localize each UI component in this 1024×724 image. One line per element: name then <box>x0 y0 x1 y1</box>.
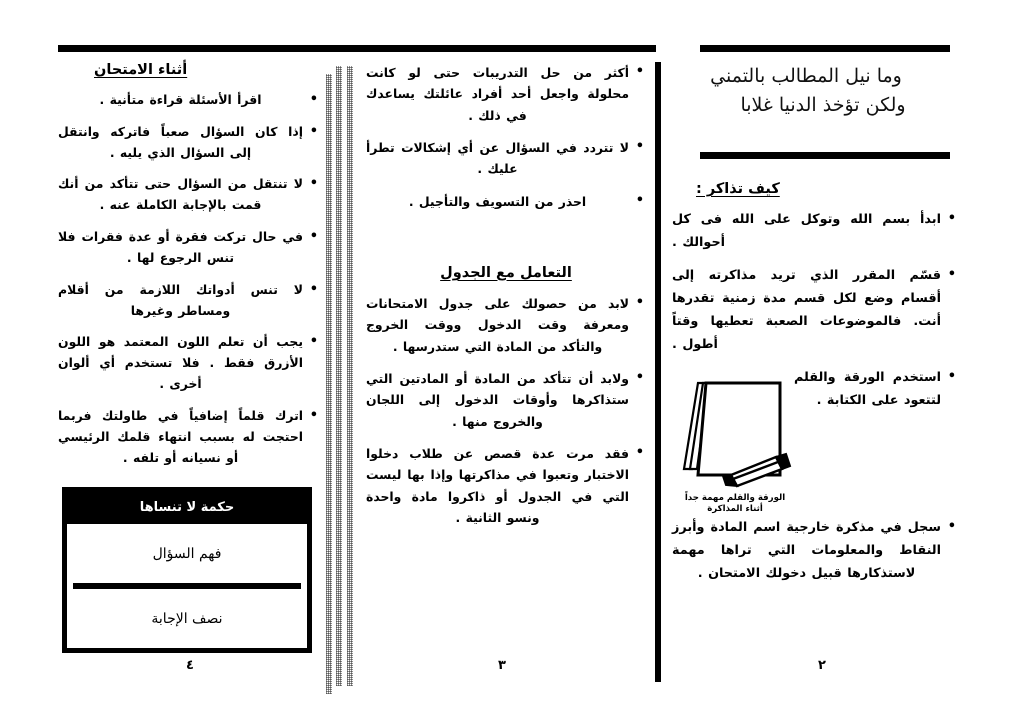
wisdom-box-row-1: فهم السؤال <box>67 524 307 583</box>
list-item: • لا تنتقل من السؤال حتى تتأكد من أنك قمت بالإجابة الكاملة عنه . <box>58 174 320 216</box>
left-page-column <box>58 62 320 479</box>
list-item: • سجل في مذكرة خارجية اسم المادة وأبرز النقاط والمعلومات التي تراها مهمة لاستذكارها قبيل دخولك الامتحان . <box>672 517 958 585</box>
middle-page-bullet-list <box>366 293 646 528</box>
page-number-left: ٤ <box>186 658 194 673</box>
right-page-bullet-list-continued <box>672 367 958 413</box>
right-page-column <box>672 62 958 597</box>
column-divider-halftone-c <box>347 66 353 686</box>
list-item: • لابد من حصولك على جدول الامتحانات ومعرفة وقت الدخول ووقت الخروج والتأكد من المادة التي ستدرسها . <box>366 293 646 357</box>
list-item: • لا تتردد في السؤال عن أي إشكالات تطرأ عليك . <box>366 137 646 180</box>
list-item: • قسّم المقرر الذي تريد مذاكرته إلى أقسام وضع لكل قسم مدة زمنية تقدرها أنت. فالموضوعات الصعبة تعطيها وقتاً أطول . <box>672 265 958 356</box>
list-item: • استخدم الورقة والقلم لتتعود على الكتابة . <box>672 367 958 413</box>
list-item: • ولابد أن تتأكد من المادة أو المادتين التي ستذاكرها وأوقات الدخول إلى اللجان والخروج منها . <box>366 368 646 432</box>
list-item: • إذا كان السؤال صعباً فاتركه وانتقل إلى السؤال الذي يليه . <box>58 122 320 164</box>
right-page-bullet-list <box>672 209 958 357</box>
column-divider-halftone-a <box>326 74 332 694</box>
page-number-right: ٢ <box>818 658 826 673</box>
poem-line-1: وما نيل المطالب بالتمني <box>710 65 902 87</box>
list-item: • اترك قلماً إضافياً في طاولتك فربما احتجت له بسبب انتهاء قلمك الرئيسي أو نسيانه أو تلفه . <box>58 406 320 468</box>
right-page-bullet-list-tail <box>672 517 958 585</box>
illustration-caption <box>676 493 794 514</box>
list-item: • في حال تركت فقرة أو عدة فقرات فلا تنس الرجوع لها . <box>58 227 320 269</box>
list-item: • يجب أن تعلم اللون المعتمد هو اللون الأزرق فقط . فلا تستخدم أي ألوان أخرى . <box>58 332 320 394</box>
wisdom-box-header: حكمة لا تنساها <box>67 492 307 524</box>
list-item: • أكثر من حل التدريبات حتى لو كانت محلولة واجعل أحد أفراد عائلتك يساعدك في ذلك . <box>366 62 646 126</box>
column-divider-halftone-b <box>336 66 342 686</box>
wisdom-box <box>62 487 312 653</box>
top-rule-right-page <box>700 45 950 52</box>
illustration-caption-line-2: أثناء المذاكرة <box>707 504 763 515</box>
page-number-middle: ٣ <box>498 658 506 673</box>
heading-how-to-study: كيف تذاكر : <box>696 180 780 197</box>
poem <box>672 62 958 121</box>
column-divider-solid <box>655 62 661 682</box>
list-item: • ابدأ بسم الله وتوكل على الله فى كل أحوالك . <box>672 209 958 255</box>
heading-exam-timetable: التعامل مع الجدول <box>440 264 572 281</box>
illustration-caption-line-1: الورقة والقلم مهمة جداً <box>684 493 786 504</box>
list-item: • احذر من التسويف والتأجيل . <box>366 191 646 212</box>
list-item: • لا تنس أدواتك اللازمة من أقلام ومساطر وغيرها <box>58 280 320 322</box>
middle-page-column <box>366 62 646 539</box>
list-item: • اقرأ الأسئلة قراءة متأنية . <box>58 90 320 111</box>
list-item: • فقد مرت عدة قصص عن طلاب دخلوا الاختبار وتعبوا في مذاكرتها وإذا بها ليست التي في الجدول أو ذاكروا مادة واحدة ونسو الثانية . <box>366 443 646 528</box>
wisdom-box-row-2: نصف الإجابة <box>67 589 307 648</box>
middle-page-top-bullet-list <box>366 62 646 212</box>
poem-line-2: ولكن تؤخذ الدنيا غلابا <box>740 94 906 117</box>
heading-during-exam: أثناء الامتحان <box>94 62 188 78</box>
top-rule-left-spread <box>58 45 656 52</box>
left-page-bullet-list <box>58 90 320 468</box>
